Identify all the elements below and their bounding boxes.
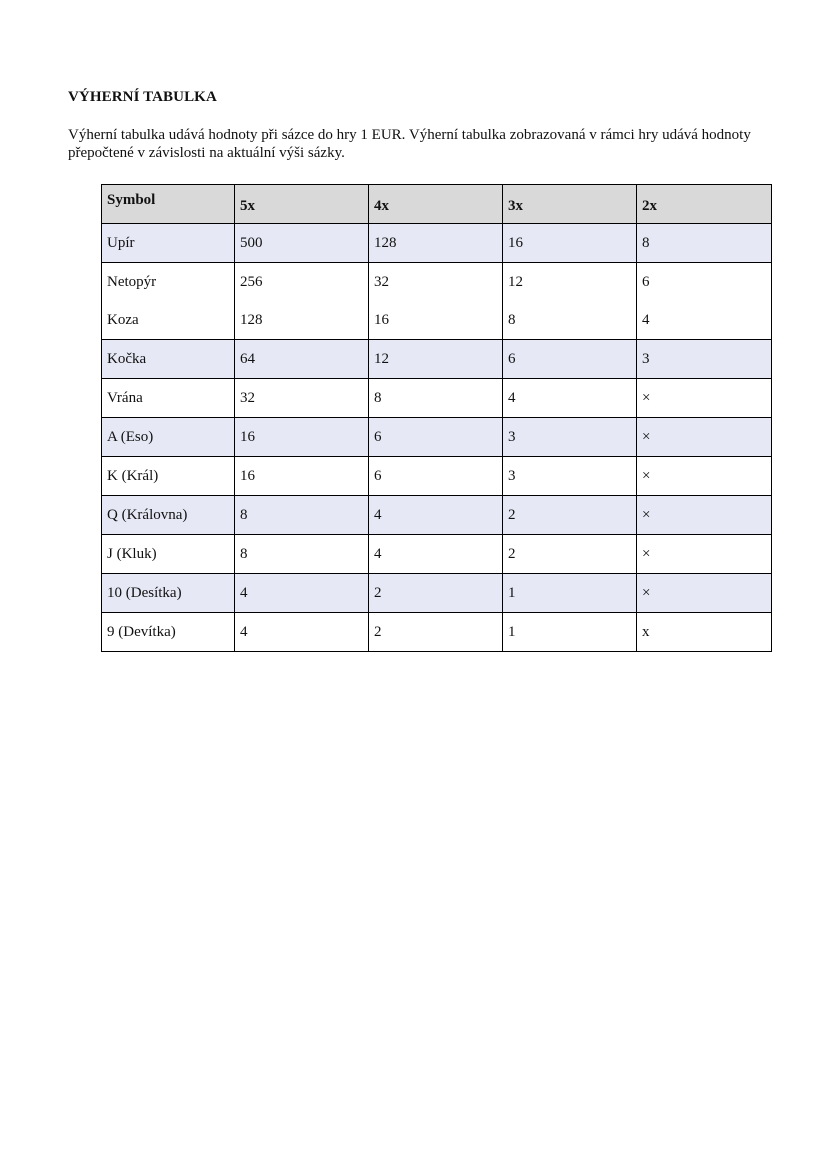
value-4x-cell: 4 [369,496,503,535]
value-2x-cell: × [637,574,772,613]
value-5x-cell: 64 [235,340,369,379]
paytable [101,184,772,652]
intro-paragraph: Výherní tabulka udává hodnoty při sázce do hry 1 EUR. Výherní tabulka zobrazovaná v rámci hry udává hodnoty přepočtené v závislosti na aktuální výši sázky. [68,127,751,161]
value-2x-cell: 3 [637,340,772,379]
value-4x-cell: 16 [369,301,503,340]
value-5x-cell: 4 [235,574,369,613]
value-5x-cell: 8 [235,535,369,574]
value-5x-cell: 16 [235,418,369,457]
symbol-cell: Vrána [102,379,235,418]
value-3x-cell: 1 [503,613,637,652]
paytable-header-row [102,185,772,224]
value-3x-cell: 6 [503,340,637,379]
page-title: VÝHERNÍ TABULKA [68,89,217,105]
value-3x-cell: 12 [503,263,637,302]
table-row [102,613,772,652]
value-3x-cell: 2 [503,535,637,574]
symbol-cell: A (Eso) [102,418,235,457]
symbol-cell: 9 (Devítka) [102,613,235,652]
value-3x-cell: 8 [503,301,637,340]
value-4x-cell: 8 [369,379,503,418]
symbol-cell: Netopýr [102,263,235,302]
symbol-cell: J (Kluk) [102,535,235,574]
value-5x-cell: 16 [235,457,369,496]
table-row [102,457,772,496]
value-4x-cell: 2 [369,574,503,613]
table-row [102,535,772,574]
header-3x: 3x [503,185,637,224]
symbol-cell: Koza [102,301,235,340]
value-5x-cell: 32 [235,379,369,418]
symbol-cell: Kočka [102,340,235,379]
value-3x-cell: 16 [503,224,637,263]
table-row [102,574,772,613]
value-5x-cell: 128 [235,301,369,340]
value-4x-cell: 4 [369,535,503,574]
value-3x-cell: 3 [503,457,637,496]
value-5x-cell: 8 [235,496,369,535]
value-2x-cell: 4 [637,301,772,340]
value-3x-cell: 1 [503,574,637,613]
value-3x-cell: 4 [503,379,637,418]
value-2x-cell: x [637,613,772,652]
value-4x-cell: 32 [369,263,503,302]
symbol-cell: Upír [102,224,235,263]
symbol-cell: 10 (Desítka) [102,574,235,613]
value-2x-cell: × [637,418,772,457]
value-2x-cell: × [637,535,772,574]
symbol-cell: K (Král) [102,457,235,496]
value-5x-cell: 500 [235,224,369,263]
table-row [102,418,772,457]
value-4x-cell: 6 [369,418,503,457]
value-4x-cell: 6 [369,457,503,496]
table-row [102,301,772,340]
table-row [102,340,772,379]
table-row [102,224,772,263]
header-5x: 5x [235,185,369,224]
table-row [102,496,772,535]
value-5x-cell: 4 [235,613,369,652]
symbol-cell: Q (Královna) [102,496,235,535]
value-2x-cell: × [637,457,772,496]
value-4x-cell: 12 [369,340,503,379]
value-3x-cell: 3 [503,418,637,457]
value-4x-cell: 128 [369,224,503,263]
value-3x-cell: 2 [503,496,637,535]
header-2x: 2x [637,185,772,224]
value-5x-cell: 256 [235,263,369,302]
value-2x-cell: 8 [637,224,772,263]
table-row [102,263,772,302]
header-symbol: Symbol [102,185,235,224]
header-4x: 4x [369,185,503,224]
value-2x-cell: × [637,496,772,535]
value-2x-cell: 6 [637,263,772,302]
value-4x-cell: 2 [369,613,503,652]
value-2x-cell: × [637,379,772,418]
table-row [102,379,772,418]
